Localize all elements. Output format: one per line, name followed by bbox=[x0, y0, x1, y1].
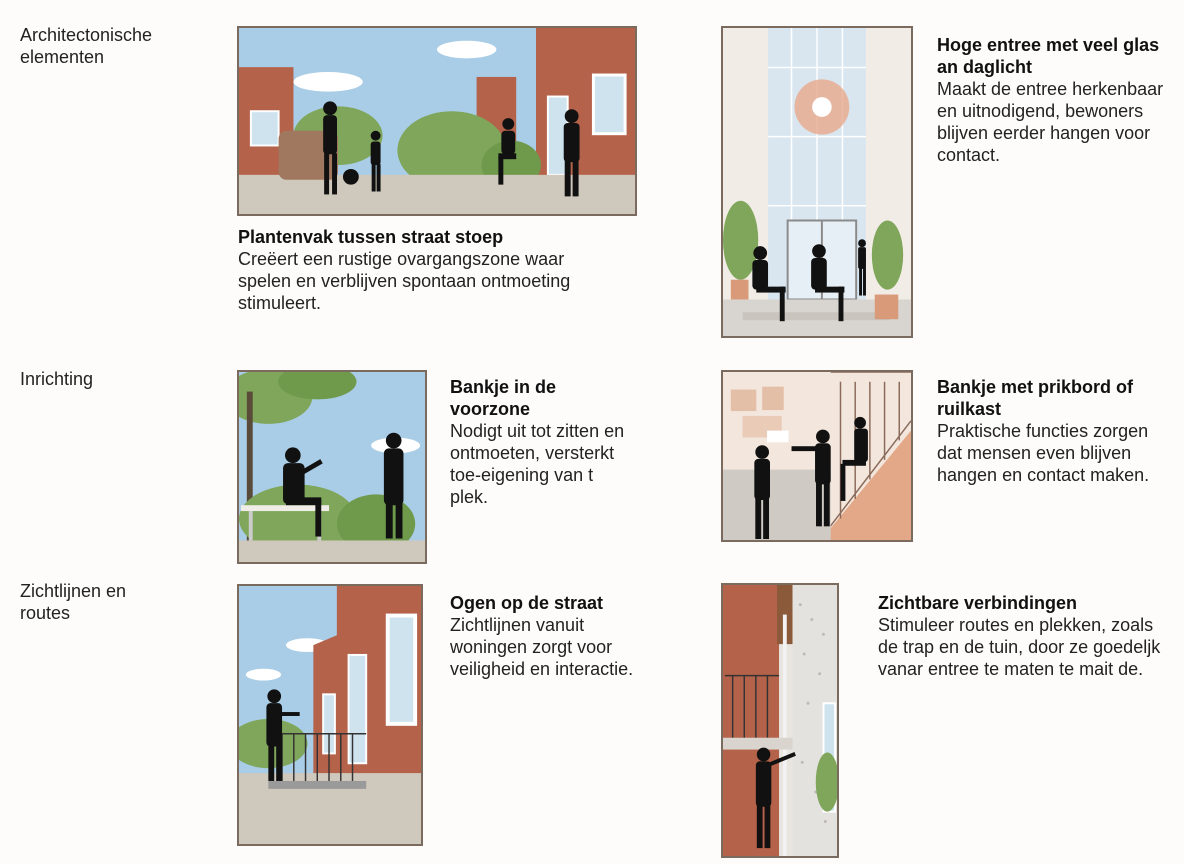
illustration-zichtbare-verbindingen bbox=[721, 583, 839, 858]
card-hoge-entree bbox=[937, 34, 1167, 166]
card-title: Plantenvak tussen straat stoep bbox=[238, 227, 504, 247]
section-label-zichtlijnen-en-routes: Zichtlijnen en routes bbox=[20, 581, 127, 623]
card-text: Nodigt uit tot zitten en ontmoeten, versterkt toe-eigening van t plek. bbox=[450, 421, 625, 507]
card-title: Ogen op de straat bbox=[450, 593, 604, 613]
card-text: Zichtlijnen vanuit woningen zorgt voor veiligheid en interactie. bbox=[450, 615, 634, 679]
section-label-inrichting: Inrichting bbox=[20, 369, 94, 389]
section-label-architectonische-elementen: Architectonische elementen bbox=[20, 25, 153, 67]
card-text: Maakt de entree herkenbaar en uitnodigend, bewoners blijven eerder hangen voor contact. bbox=[937, 79, 1164, 165]
illustration-hoge-entree bbox=[721, 26, 913, 338]
card-bankje-prikbord bbox=[937, 376, 1167, 486]
card-text: Stimuleer routes en plekken, zoals de trap en de tuin, door ze goedeljk vanar entree te maten te mait de. bbox=[878, 615, 1161, 679]
card-plantenvak bbox=[238, 226, 618, 314]
illustration-bankje-voorzone bbox=[237, 370, 427, 564]
illustration-bankje-prikbord bbox=[721, 370, 913, 542]
illustration-ogen-op-de-straat bbox=[237, 584, 423, 846]
illustration-plantenvak bbox=[237, 26, 637, 216]
card-zichtbare-verbindingen bbox=[878, 592, 1168, 680]
card-title: Bankje met prikbord of ruilkast bbox=[937, 377, 1134, 419]
card-title: Zichtbare verbindingen bbox=[878, 593, 1078, 613]
card-title: Bankje in de voorzone bbox=[450, 377, 557, 419]
card-text: Praktische functies zorgen dat mensen even blijven hangen en contact maken. bbox=[937, 421, 1150, 485]
card-text: Creëert een rustige ovargangszone waar spelen en verblijven spontaan ontmoeting stimuleert. bbox=[238, 249, 571, 313]
card-ogen-op-de-straat bbox=[450, 592, 640, 680]
card-bankje-voorzone bbox=[450, 376, 630, 508]
card-title: Hoge entree met veel glas an daglicht bbox=[937, 35, 1160, 77]
